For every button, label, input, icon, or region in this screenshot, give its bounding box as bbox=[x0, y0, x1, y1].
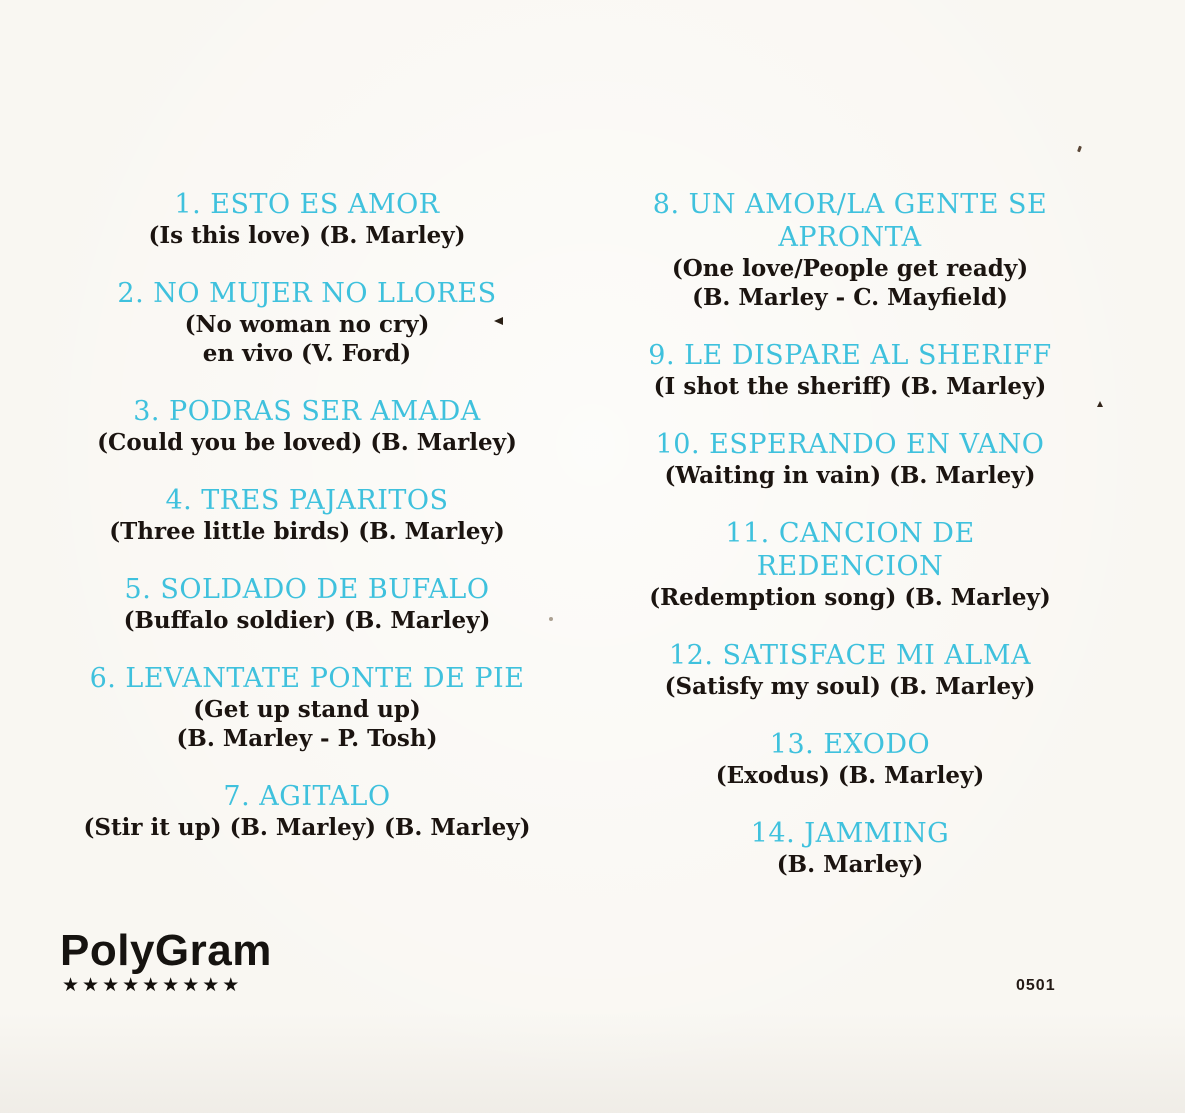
track-credit-line: (B. Marley - C. Mayfield) bbox=[692, 284, 1008, 311]
scan-artifact-speck bbox=[549, 617, 553, 621]
track-item bbox=[83, 780, 531, 842]
track-title-line: 8. UN AMOR/LA GENTE SE bbox=[652, 189, 1048, 220]
tracklist-left-column bbox=[83, 188, 531, 869]
track-item bbox=[636, 817, 1064, 879]
track-credit-line: (I shot the sheriff) (B. Marley) bbox=[653, 373, 1047, 400]
track-credit-line: (Is this love) (B. Marley) bbox=[148, 222, 466, 249]
track-item bbox=[83, 573, 531, 635]
track-item bbox=[83, 188, 531, 250]
track-title-line: 6. LEVANTATE PONTE DE PIE bbox=[89, 663, 525, 694]
track-title-line: REDENCION bbox=[756, 551, 944, 582]
track-title-line: 12. SATISFACE MI ALMA bbox=[668, 640, 1031, 671]
track-item bbox=[83, 277, 531, 368]
track-title-line: 10. ESPERANDO EN VANO bbox=[655, 429, 1045, 460]
track-credit-line: (B. Marley - P. Tosh) bbox=[176, 725, 438, 752]
track-title-line: 5. SOLDADO DE BUFALO bbox=[124, 574, 490, 605]
track-credit-line: (Could you be loved) (B. Marley) bbox=[97, 429, 517, 456]
track-item bbox=[83, 484, 531, 546]
track-title-line: 13. EXODO bbox=[769, 729, 931, 760]
scan-artifact-speck bbox=[1097, 401, 1103, 407]
track-credit-line: (Buffalo soldier) (B. Marley) bbox=[123, 607, 491, 634]
track-credit-line: en vivo (V. Ford) bbox=[202, 340, 412, 367]
track-credit-line: (Satisfy my soul) (B. Marley) bbox=[664, 673, 1036, 700]
track-credit-line: (B. Marley) bbox=[776, 851, 924, 878]
polygram-logo: PolyGram bbox=[60, 926, 272, 975]
track-credit-line: (Three little birds) (B. Marley) bbox=[109, 518, 505, 545]
track-item bbox=[636, 339, 1064, 401]
track-title-line: 3. PODRAS SER AMADA bbox=[133, 396, 481, 427]
track-credit-line: (Redemption song) (B. Marley) bbox=[649, 584, 1051, 611]
polygram-stars-row: ★★★★★★★★★ bbox=[62, 974, 243, 996]
scan-artifact-speck bbox=[1077, 146, 1082, 153]
track-credit-line: (One love/People get ready) bbox=[671, 255, 1029, 282]
track-title-line: 1. ESTO ES AMOR bbox=[174, 189, 440, 220]
track-item bbox=[83, 395, 531, 457]
track-title-line: APRONTA bbox=[778, 222, 922, 253]
track-title-line: 7. AGITALO bbox=[223, 781, 391, 812]
track-item bbox=[636, 188, 1064, 312]
track-item bbox=[83, 662, 531, 753]
track-title-line: 4. TRES PAJARITOS bbox=[165, 485, 449, 516]
catalog-number: 0501 bbox=[1016, 977, 1056, 994]
track-item bbox=[636, 517, 1064, 612]
track-title-line: 11. CANCION DE bbox=[725, 518, 975, 549]
track-credit-line: (Get up stand up) bbox=[193, 696, 421, 723]
track-item bbox=[636, 428, 1064, 490]
track-title-line: 14. JAMMING bbox=[750, 818, 950, 849]
track-credit-line: (Waiting in vain) (B. Marley) bbox=[664, 462, 1036, 489]
track-item bbox=[636, 728, 1064, 790]
tracklist-right-column bbox=[636, 188, 1064, 906]
track-credit-line: (No woman no cry) bbox=[184, 311, 430, 338]
track-item bbox=[636, 639, 1064, 701]
track-credit-line: (Stir it up) (B. Marley) (B. Marley) bbox=[83, 814, 531, 841]
track-credit-line: (Exodus) (B. Marley) bbox=[715, 762, 985, 789]
track-title-line: 9. LE DISPARE AL SHERIFF bbox=[648, 340, 1052, 371]
track-title-line: 2. NO MUJER NO LLORES bbox=[117, 278, 497, 309]
scan-artifact-speck bbox=[494, 317, 503, 325]
